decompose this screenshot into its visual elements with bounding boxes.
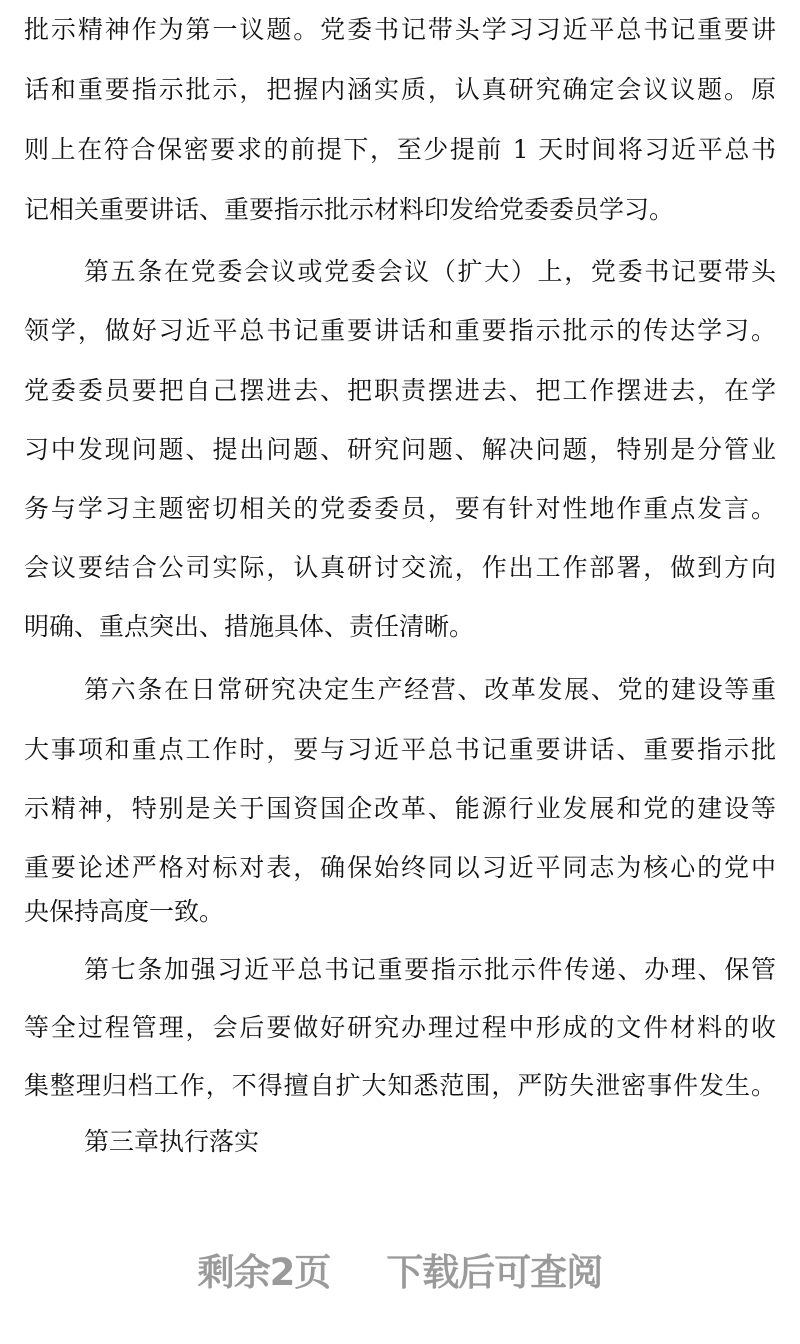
- article-6-heading-line: 第六条在日常研究决定生产经营、改革发展、党的建设等重: [84, 675, 776, 704]
- text-line: 等全过程管理，会后要做好研究办理过程中形成的文件材料的收: [24, 1013, 776, 1042]
- text-line: 党委委员要把自己摆进去、把职责摆进去、把工作摆进去，在学: [24, 376, 776, 405]
- article-5-heading-line: 第五条在党委会议或党委会议（扩大）上，党委书记要带头: [84, 257, 776, 286]
- text-line: 央保持高度一致。: [24, 897, 225, 926]
- text-line: 大事项和重点工作时，要与习近平总书记重要讲话、重要指示批: [24, 735, 776, 764]
- text-line: 集整理归档工作，不得擅自扩大知悉范围，严防失泄密事件发生。: [24, 1071, 776, 1100]
- text-line: 话和重要指示批示，把握内涵实质，认真研究确定会议议题。原: [24, 75, 776, 104]
- text-line: 示精神，特别是关于国资国企改革、能源行业发展和党的建设等: [24, 794, 776, 823]
- text-line: 务与学习主题密切相关的党委委员，要有针对性地作重点发言。: [24, 494, 776, 523]
- article-7-heading-line: 第七条加强习近平总书记重要指示批示件传递、办理、保管: [84, 955, 776, 984]
- text-line: 领学，做好习近平总书记重要讲话和重要指示批示的传达学习。: [24, 316, 776, 345]
- download-to-view-label[interactable]: 下载后可查阅: [386, 1251, 603, 1294]
- text-line: 记相关重要讲话、重要指示批示材料印发给党委委员学习。: [24, 195, 675, 224]
- text-line: 批示精神作为第一议题。党委书记带头学习习近平总书记重要讲: [24, 15, 776, 44]
- chapter-3-heading: 第三章执行落实: [84, 1127, 260, 1156]
- text-line: 明确、重点突出、措施具体、责任清晰。: [24, 612, 475, 641]
- text-line: 则上在符合保密要求的前提下，至少提前 1 天时间将习近平总书: [24, 135, 776, 164]
- download-prompt[interactable]: [0, 1242, 800, 1296]
- text-line: 重要论述严格对标对表，确保始终同以习近平同志为核心的党中: [24, 853, 776, 882]
- text-line: 习中发现问题、提出问题、研究问题、解决问题，特别是分管业: [24, 435, 776, 464]
- remaining-pages-label: 剩余2页: [197, 1251, 331, 1294]
- text-line: 会议要结合公司实际，认真研讨交流，作出工作部署，做到方向: [24, 553, 776, 582]
